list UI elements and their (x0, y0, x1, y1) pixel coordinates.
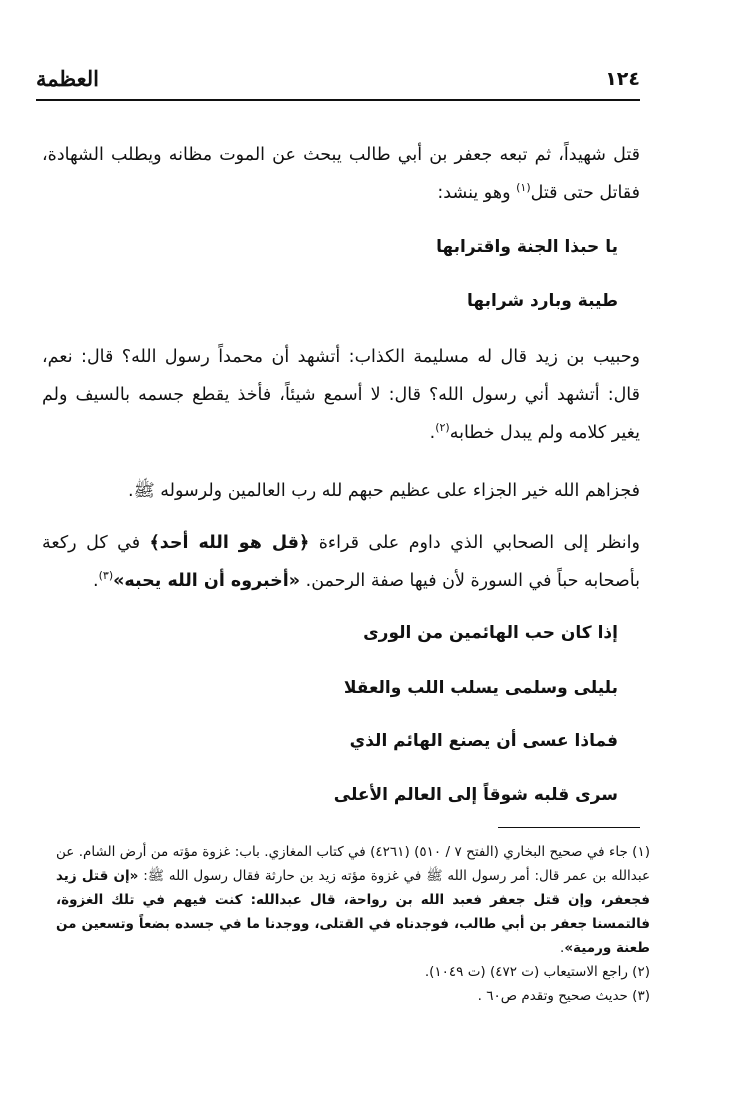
paragraph-4-text-b: في كل ركعة بأصحابه حباً في السورة لأن فيها صفة الرحمن. (42, 533, 640, 591)
paragraph-2-text-b: . (429, 423, 436, 443)
footnote-divider (498, 827, 640, 828)
footnote-1 (56, 840, 650, 960)
header-divider (36, 99, 640, 101)
page-number: ١٢٤ (605, 68, 640, 90)
footnotes (56, 840, 650, 1008)
verse-line-3: إذا كان حب الهائمين من الورى (363, 623, 618, 643)
footnote-1-hadith: «إن قتل زيد فجعفر، وإن قتل جعفر فعبد الله بن رواحة، قال عبدالله: كنت فيهم في تلك الغزوة، فالتمسنا جعفر بن أبي طالب، فوجدناه في القتلى، ووجدنا ما في جسده بضعاً وتسعين من طعنة ورمية» (56, 868, 650, 956)
running-title: العظمة (36, 66, 99, 91)
verse-line-4: بليلى وسلمى يسلب اللب والعقلا (343, 678, 618, 698)
paragraph-1 (42, 136, 640, 212)
verse-line-1: يا حبذا الجنة واقترابها (436, 237, 618, 257)
paragraph-1-text-a: قتل شهيداً، ثم تبعه جعفر بن أبي طالب يبحث عن الموت مظانه ويطلب الشهادة، فقاتل حتى قتل (42, 145, 640, 203)
paragraph-1-text-b: وهو ينشد: (437, 183, 517, 203)
footnote-2: (٢) راجع الاستيعاب (ت ٤٧٢) (ت ١٠٤٩). (424, 964, 650, 980)
footnote-ref-3[interactable]: (٣) (98, 569, 114, 583)
paragraph-4 (42, 524, 640, 600)
footnote-1-text-c: . (560, 940, 565, 956)
paragraph-2-text-a: وحبيب بن زيد قال له مسليمة الكذاب: أتشهد أن محمداً رسول الله؟ قال: نعم، قال: أتشهد أني رسول الله؟ قال: لا أسمع شيئاً، فأخذ يقطع جسمه بالسيف ولم يغير كلامه ولم يبدل خطابه (42, 347, 640, 443)
footnote-3: (٣) حديث صحيح وتقدم ص٦٠ . (477, 988, 650, 1004)
paragraph-3-text: فجزاهم الله خير الجزاء على عظيم حبهم لله رب العالمين ولرسوله ﷺ. (128, 481, 640, 501)
paragraph-2 (42, 338, 640, 452)
verse-line-6: سرى قلبه شوقاً إلى العالم الأعلى (333, 785, 618, 805)
footnote-ref-1[interactable]: (١) (516, 181, 531, 195)
paragraph-4-text-c: . (93, 571, 99, 591)
hadith-quote: «أخبروه أن الله يحبه» (113, 571, 301, 591)
footnote-ref-2[interactable]: (٢) (435, 421, 450, 435)
paragraph-3 (42, 472, 640, 510)
quran-quote: ﴿قل هو الله أحد﴾ (149, 533, 310, 553)
verse-line-5: فماذا عسى أن يصنع الهائم الذي (349, 731, 618, 751)
verse-line-2: طيبة وبارد شرابها (467, 291, 618, 311)
paragraph-4-text-a: وانظر إلى الصحابي الذي داوم على قراءة (309, 533, 640, 553)
footnote-1-text-a: (١) جاء في صحيح البخاري (الفتح ٧ / ٥١٠) (٤٢٦١) في كتاب المغازي. باب: غزوة مؤته من أرض الشام. عن عبدالله بن عمر قال: أمر رسول الله ﷺ في غزوة مؤته زيد بن حارثة فقال رسول الله ﷺ: (56, 844, 651, 884)
